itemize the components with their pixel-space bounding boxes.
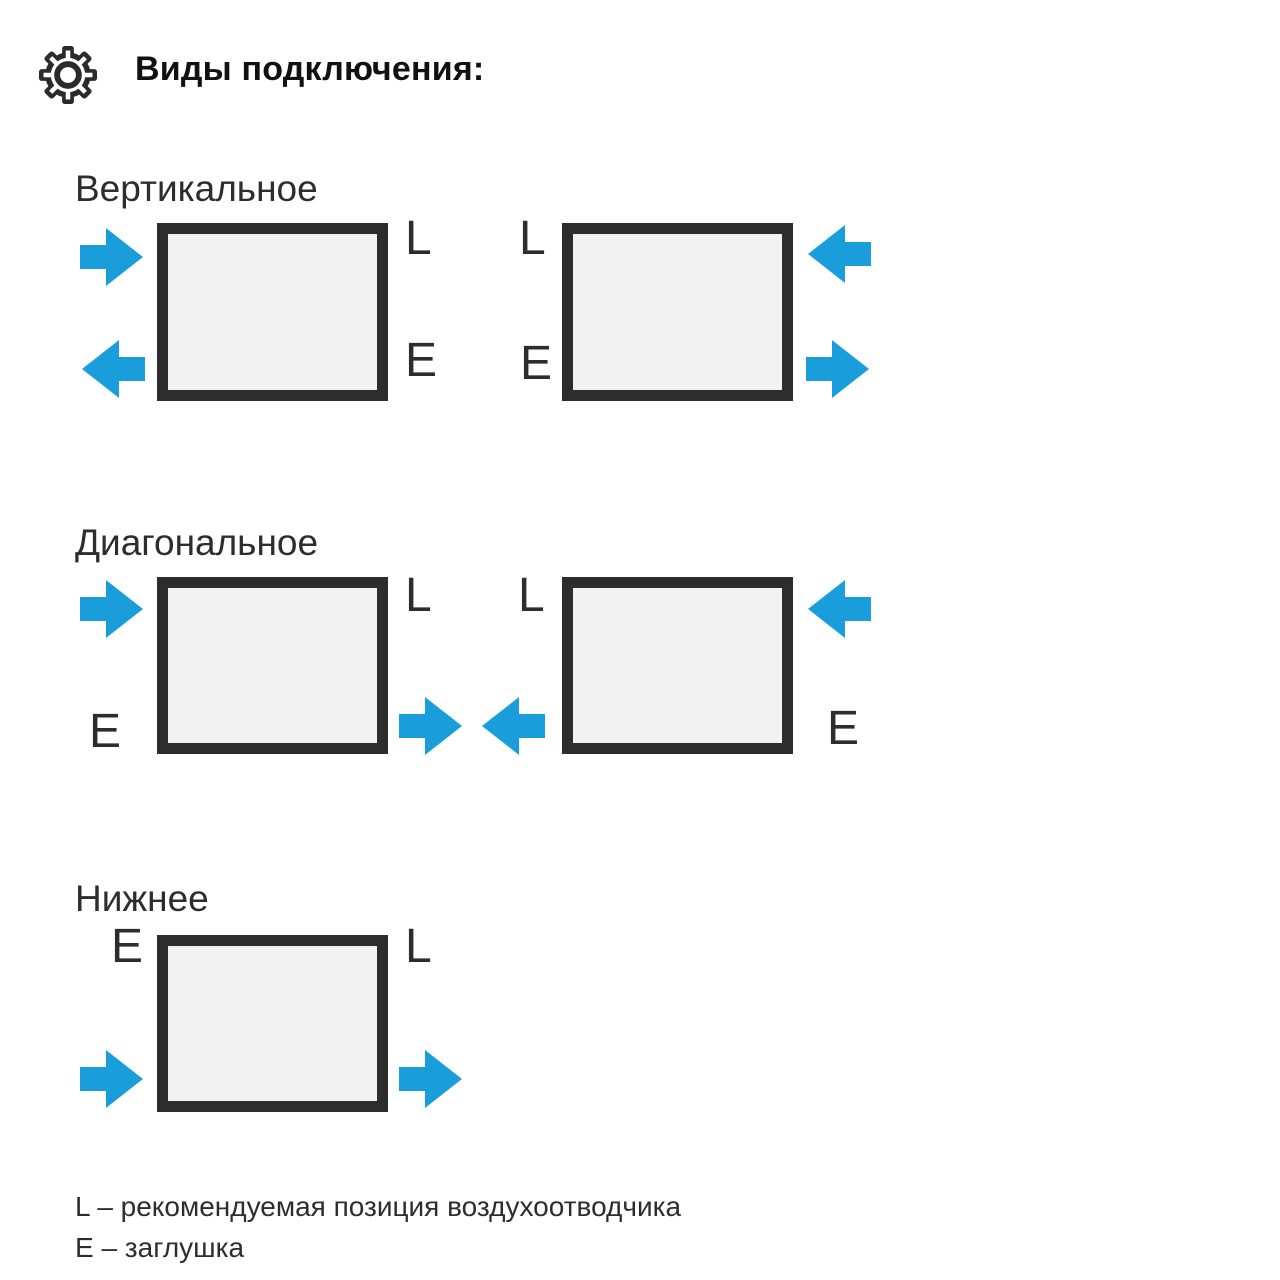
- section-title-bottom: Нижнее: [75, 878, 209, 919]
- port-label: E: [89, 705, 122, 758]
- port-label: L: [405, 569, 432, 622]
- port-label: L: [405, 212, 432, 265]
- port-label: L: [518, 569, 545, 622]
- section-title-vertical: Вертикальное: [75, 168, 318, 209]
- section-title-diagonal: Диагональное: [75, 522, 319, 563]
- port-label: E: [520, 337, 553, 390]
- page-title: Виды подключения:: [135, 50, 485, 88]
- port-label: E: [405, 334, 438, 387]
- port-label: E: [111, 920, 144, 973]
- port-label: L: [405, 920, 432, 973]
- port-label: L: [519, 212, 546, 265]
- legend-line-e: E – заглушка: [75, 1232, 245, 1263]
- legend-line-l: L – рекомендуемая позиция воздухоотводчика: [75, 1191, 682, 1222]
- port-label: E: [827, 702, 860, 755]
